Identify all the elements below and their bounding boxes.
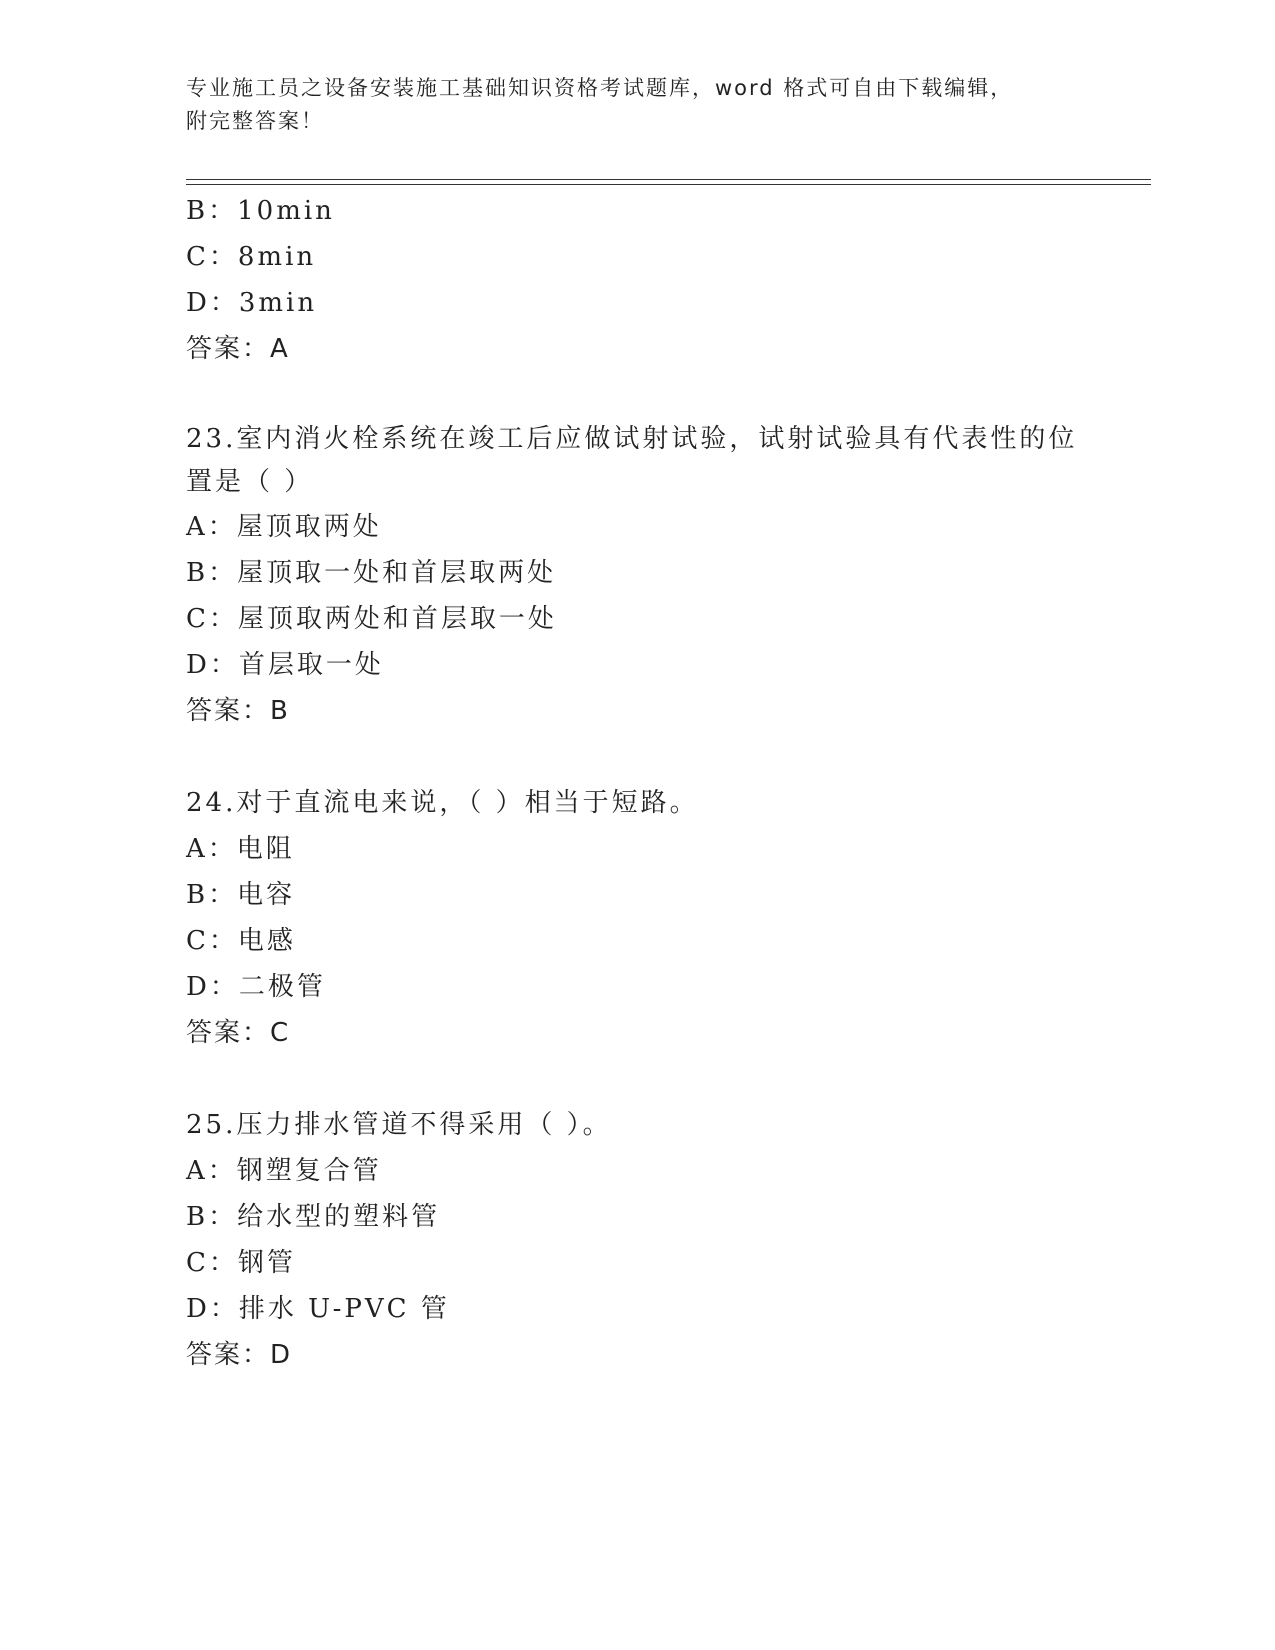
option-d: D：首层取一处 [186,650,384,680]
question-text-line-1: 24.对于直流电来说，（ ）相当于短路。 [186,788,699,818]
question-block-24 [186,780,1086,1056]
question-block-25 [186,1102,1086,1378]
option-a: A：钢塑复合管 [186,1156,382,1186]
option-c: C：钢管 [186,1248,296,1278]
header-line-2: 附完整答案！ [186,109,324,133]
option-a: A：电阻 [186,834,295,864]
option-c: C：电感 [186,926,296,956]
option-a: A：屋顶取两处 [186,512,382,542]
header-divider-bottom [186,184,1151,185]
option-d: D：排水 U-PVC 管 [186,1294,450,1324]
header-line-1: 专业施工员之设备安装施工基础知识资格考试题库，word 格式可自由下载编辑， [186,76,1014,100]
page-header [186,72,1086,138]
option-b: B：屋顶取一处和首层取两处 [186,558,557,588]
question-block-23 [186,418,1086,734]
option-b: B：给水型的塑料管 [186,1202,441,1232]
question-text-line-1: 25.压力排水管道不得采用（ ）。 [186,1110,612,1140]
answer-line: 答案：B [186,696,290,726]
option-c: C：屋顶取两处和首层取一处 [186,604,557,634]
answer-line: 答案：C [186,1018,291,1048]
question-block-prev [186,188,1086,372]
question-list [186,188,1086,1378]
answer-line: 答案：D [186,1340,293,1370]
option-c: C：8min [186,242,317,272]
question-text-line-2: 置是（ ） [186,467,314,497]
option-d: D：二极管 [186,972,326,1002]
question-text-line-1: 23.室内消火栓系统在竣工后应做试射试验，试射试验具有代表性的位 [186,424,1078,454]
option-d: D：3min [186,288,318,318]
option-b: B：10min [186,196,335,226]
header-divider-top [186,179,1151,180]
answer-line: 答案：A [186,334,290,364]
option-b: B：电容 [186,880,296,910]
